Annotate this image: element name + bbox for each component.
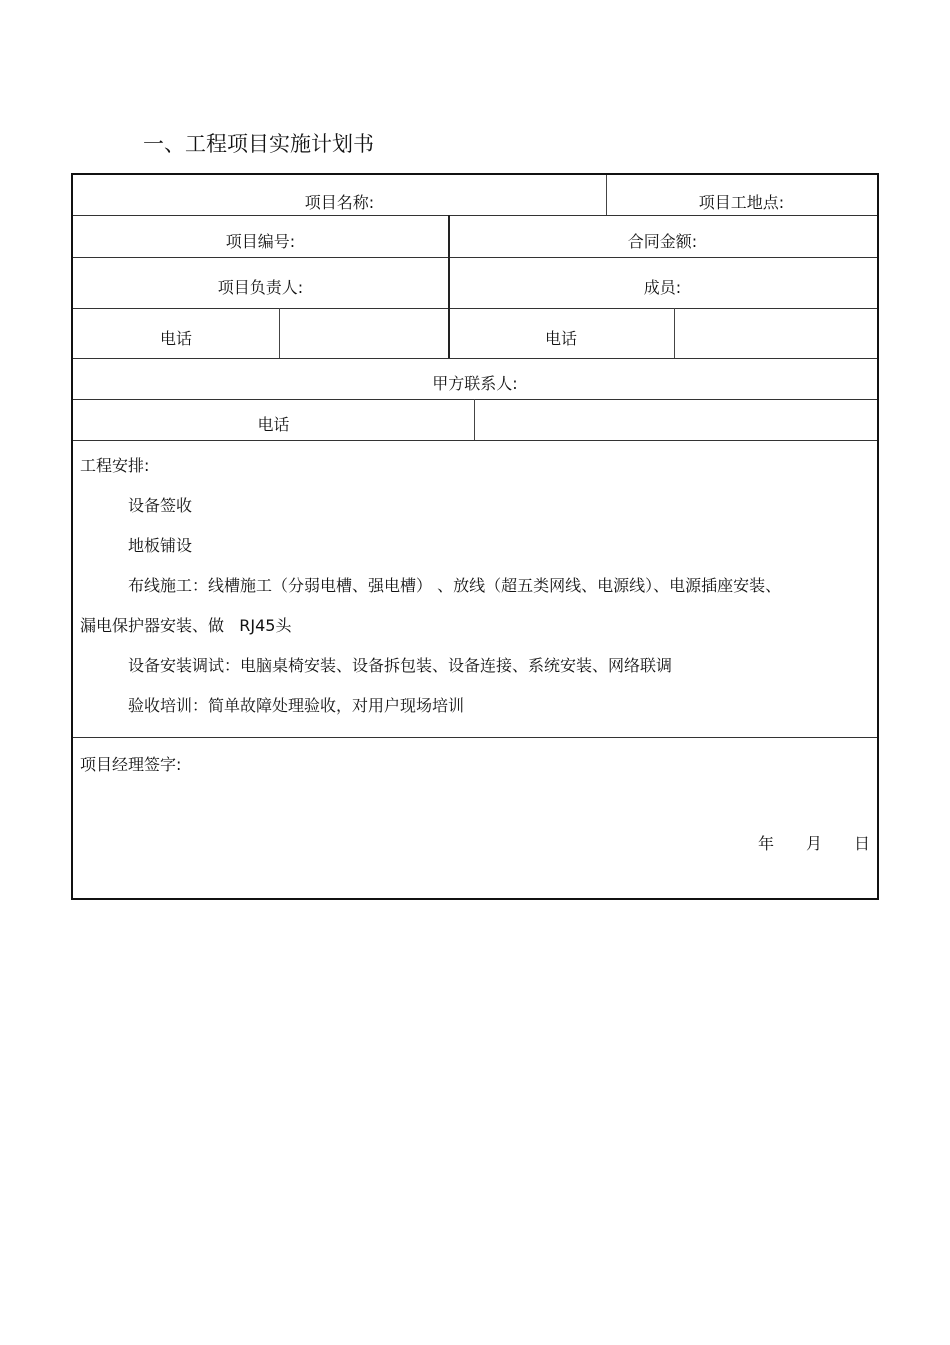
phone-label-client: 电话 (257, 415, 290, 434)
arrangement-item-continued: 漏电保护器安装、做 RJ45头 (80, 616, 292, 635)
manager-signature-label: 项目经理签字: (80, 755, 182, 774)
arrangement-item: 验收培训：简单故障处理验收，对用户现场培训 (128, 696, 465, 715)
phone-value-members[interactable] (675, 310, 877, 358)
phone-value-client[interactable] (475, 401, 877, 440)
project-plan-form (71, 173, 879, 900)
page-title: 一、工程项目实施计划书 (143, 132, 374, 156)
row-divider (73, 737, 877, 738)
arrangement-item: 设备安装调试：电脑桌椅安装、设备拆包装、设备连接、系统安装、网络联调 (128, 656, 673, 675)
date-day-label: 日 (854, 834, 871, 853)
project-lead-label: 项目负责人: (217, 278, 304, 297)
arrangement-item: 设备签收 (128, 496, 193, 515)
phone-value-lead[interactable] (280, 310, 448, 358)
members-label: 成员: (643, 278, 682, 297)
project-site-label: 项目工地点: (698, 192, 785, 212)
project-number-label: 项目编号: (225, 231, 296, 251)
contract-amount-label: 合同金额: (627, 231, 698, 251)
client-contact-label: 甲方联系人: (432, 374, 518, 393)
arrangement-label: 工程安排: (80, 456, 150, 475)
project-name-label: 项目名称: (304, 192, 375, 212)
arrangement-item: 地板铺设 (128, 536, 193, 555)
phone-label-members: 电话 (544, 328, 577, 348)
date-month-label: 月 (806, 834, 823, 853)
phone-label-lead: 电话 (159, 328, 192, 348)
date-year-label: 年 (758, 834, 775, 853)
arrangement-item: 布线施工：线槽施工（分弱电槽、强电槽） 、放线（超五类网线、电源线）、电源插座安装、 (128, 576, 782, 595)
